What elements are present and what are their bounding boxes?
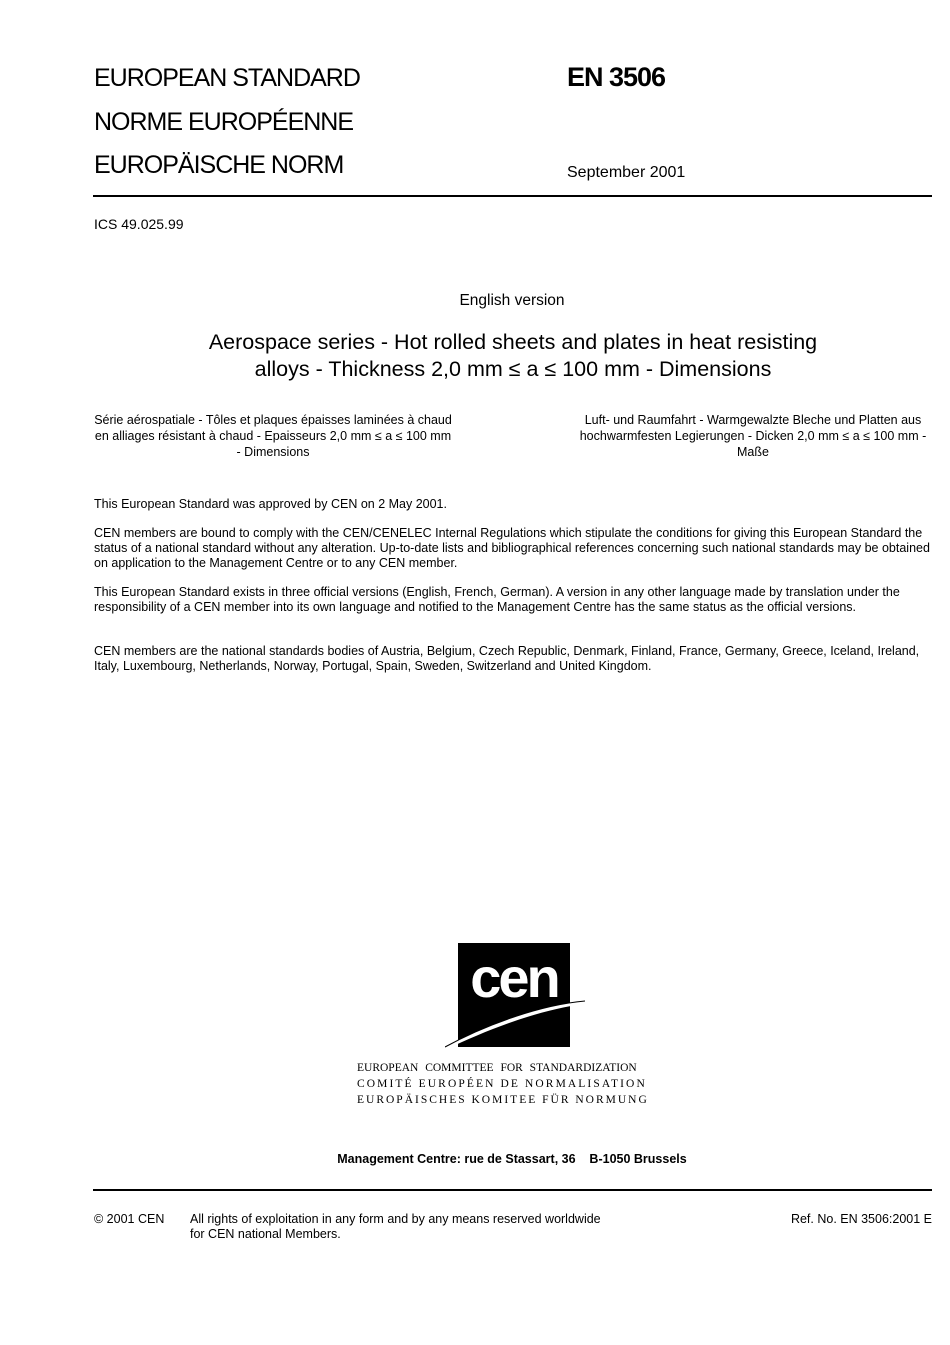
subtitle-german: Luft- und Raumfahrt - Warmgewalzte Bleche und Platten aus hochwarmfesten Legierungen - Dicken 2,0 mm ≤ a ≤ 100 mm - Maße <box>579 413 927 459</box>
publication-date: September 2001 <box>567 164 686 181</box>
cen-logo-icon <box>445 943 585 1049</box>
members-paragraph: CEN members are the national standards bodies of Austria, Belgium, Czech Republic, Denmark, Finland, France, Germany, Greece, Iceland, Ireland, Italy, Luxembourg, Netherlands, Norway, Portugal, Spain, Sweden, Switzerland and United Kingdom. <box>94 644 920 673</box>
main-title-line2: alloys - Thickness 2,0 mm ≤ a ≤ 100 mm - Dimensions <box>254 357 772 381</box>
regulations-paragraph: CEN members are bound to comply with the CEN/CENELEC Internal Regulations which stipulate the conditions for giving this European Standard the status of a national standard without any alteration. Up-to-date lists and bibliographical references concerning such national standards may be obtained on application to the Management Centre or to any CEN member. <box>94 526 930 570</box>
management-centre-address: Management Centre: rue de Stassart, 36 B-1050 Brussels <box>337 1152 687 1166</box>
main-title <box>120 329 906 383</box>
title-english: EUROPEAN STANDARD <box>94 64 360 92</box>
committee-english: EUROPEAN COMMITTEE FOR STANDARDIZATION <box>357 1062 637 1074</box>
standard-number: EN 3506 <box>567 62 666 92</box>
cen-logo-text: cen <box>470 946 558 1009</box>
rights-notice: All rights of exploitation in any form and by any means reserved worldwide for CEN national Members. <box>190 1212 601 1241</box>
main-title-line1: Aerospace series - Hot rolled sheets and plates in heat resisting <box>208 330 818 354</box>
reference-number: Ref. No. EN 3506:2001 E <box>790 1212 932 1226</box>
title-french: NORME EUROPÉENNE <box>94 108 354 136</box>
header-divider <box>93 195 932 197</box>
approval-paragraph: This European Standard was approved by CEN on 2 May 2001. <box>94 497 447 511</box>
subtitle-french: Série aérospatiale - Tôles et plaques épaisses laminées à chaud en alliages résistant à chaud - Epaisseurs 2,0 mm ≤ a ≤ 100 mm - Dimensions <box>94 413 452 459</box>
footer-divider <box>93 1189 932 1191</box>
ics-code: ICS 49.025.99 <box>94 216 184 232</box>
versions-paragraph: This European Standard exists in three official versions (English, French, German). A version in any other language made by translation under the responsibility of a CEN member into its own language and notified to the Management Centre has the same status as the official versions. <box>94 585 900 614</box>
committee-french: COMITÉ EUROPÉEN DE NORMALISATION <box>357 1078 647 1090</box>
copyright: © 2001 CEN <box>94 1212 165 1226</box>
title-german: EUROPÄISCHE NORM <box>94 151 344 179</box>
version-label: English version <box>459 292 565 309</box>
committee-german: EUROPÄISCHES KOMITEE FÜR NORMUNG <box>357 1094 649 1106</box>
